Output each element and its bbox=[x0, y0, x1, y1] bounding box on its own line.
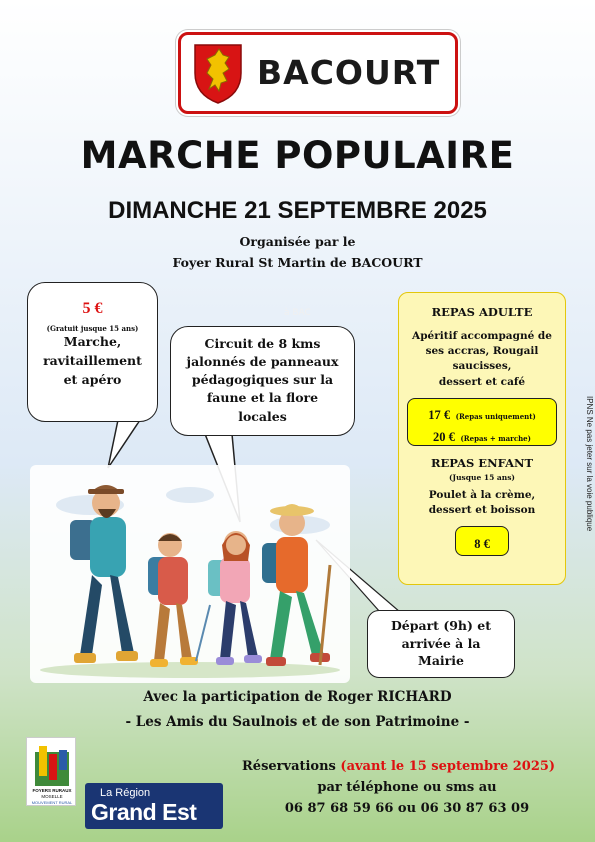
start-line2: arrivée à la bbox=[401, 635, 481, 651]
organizer-name: Foyer Rural St Martin de BACOURT bbox=[172, 255, 423, 270]
child-meal-age: (Jusque 15 ans) bbox=[449, 472, 515, 482]
walk-price: 5 € bbox=[82, 300, 103, 317]
reservations-phones: 06 87 68 59 66 ou 06 30 87 63 09 bbox=[284, 801, 530, 816]
adult-meal-line4: dessert et café bbox=[438, 375, 526, 388]
child-meal-line2: dessert et boisson bbox=[428, 504, 536, 517]
circuit-bubble bbox=[170, 326, 355, 436]
start-line1: Départ (9h) et bbox=[390, 618, 492, 633]
foyers-ruraux-region: MOSELLE bbox=[41, 794, 63, 799]
meal-only-note: (Repas uniquement) bbox=[455, 411, 536, 421]
meal-walk-note: (Repas + marche) bbox=[460, 433, 531, 443]
reservations-deadline: (avant le 15 septembre 2025) bbox=[340, 759, 556, 774]
reservations-heading bbox=[242, 759, 555, 774]
foyers-ruraux-logo bbox=[26, 737, 76, 806]
start-line3: Mairie bbox=[418, 653, 464, 668]
circuit-line4: faune et la flore bbox=[206, 390, 319, 406]
adult-meal-line2: ses accras, Rougail bbox=[425, 345, 539, 358]
circuit-line2: jalonnés de panneaux bbox=[186, 354, 339, 370]
child-price-box bbox=[455, 526, 509, 556]
reservations-method: par téléphone ou sms au bbox=[317, 780, 497, 795]
region-grand-est-logo bbox=[85, 783, 223, 829]
price-includes-line3: et apéro bbox=[63, 371, 122, 387]
ipns-text: IPNS Ne pas jeter sur la voie publique bbox=[585, 396, 594, 532]
adult-meal-line1: Apéritif accompagné de bbox=[412, 330, 552, 342]
event-date: DIMANCHE 21 SEPTEMBRE 2025 bbox=[108, 197, 487, 224]
child-meal-title: REPAS ENFANT bbox=[430, 455, 534, 470]
child-meal-line1: Poulet à la crème, bbox=[428, 488, 536, 501]
reservations-label: Réservations bbox=[242, 759, 336, 774]
faint-background-text: à BAC bbox=[284, 308, 311, 318]
child-price: 8 € bbox=[474, 537, 490, 552]
ipns-notice bbox=[584, 396, 595, 566]
start-bubble bbox=[367, 610, 515, 678]
meal-only-price: 17 € bbox=[428, 407, 451, 422]
foyers-ruraux-tagline: MOUVEMENT RURAL bbox=[31, 800, 73, 805]
house-graphic-icon bbox=[33, 742, 71, 786]
organizer-intro: Organisée par le bbox=[239, 234, 356, 249]
price-includes-line2: ravitaillement bbox=[43, 353, 142, 369]
circuit-line1: Circuit de 8 kms bbox=[204, 336, 321, 351]
event-title: MARCHE POPULAIRE bbox=[80, 134, 515, 177]
town-name: BACOURT bbox=[257, 53, 441, 92]
meals-panel bbox=[398, 292, 566, 585]
hikers-illustration bbox=[30, 465, 350, 685]
region-name: Grand Est bbox=[91, 799, 197, 825]
meal-walk-price: 20 € bbox=[433, 429, 455, 444]
adult-meal-line3: saucisses, bbox=[452, 360, 512, 373]
price-bubble bbox=[27, 282, 158, 422]
region-label: La Région bbox=[100, 787, 151, 799]
association-line: - Les Amis du Saulnois et de son Patrimoine - bbox=[125, 714, 470, 730]
adult-meal-title: REPAS ADULTE bbox=[431, 305, 533, 319]
free-note: (Gratuit jusque 15 ans) bbox=[46, 324, 139, 333]
circuit-line5: locales bbox=[238, 408, 287, 424]
price-includes-line1: Marche, bbox=[63, 334, 122, 350]
adult-price-box bbox=[407, 398, 557, 446]
circuit-line3: pédagogiques sur la bbox=[191, 372, 334, 388]
foyers-ruraux-name: FOYERS RURAUX bbox=[32, 788, 72, 793]
participation-line: Avec la participation de Roger RICHARD bbox=[143, 689, 452, 705]
